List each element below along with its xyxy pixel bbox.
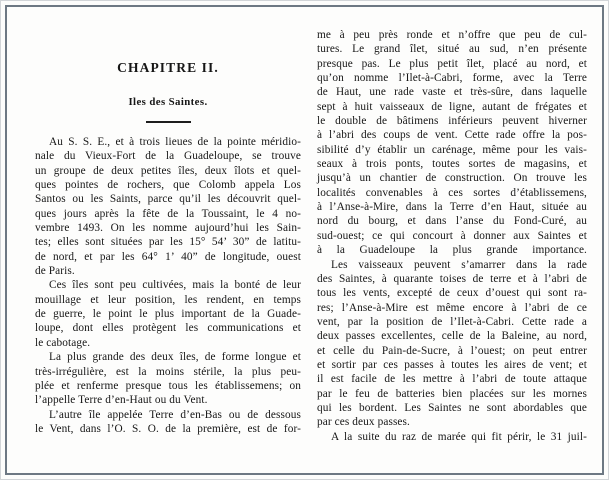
paragraph bbox=[317, 28, 587, 258]
text-line: ques pointes de rochers, que Colomb appela Los bbox=[35, 179, 301, 192]
text-line: très-irrégulière, est la moins stérile, la plus peu- bbox=[35, 365, 301, 378]
section-divider-rule bbox=[146, 121, 191, 123]
text-line: Au S. S. E., et à trois lieues de la pointe méridio- bbox=[49, 136, 301, 148]
paragraph bbox=[35, 408, 301, 437]
right-column bbox=[317, 1, 587, 444]
text-line: qu’on nomme l’Ilet-à-Cabri, forme, avec la Terre bbox=[317, 72, 587, 85]
text-line: vembre 1493. On les nomme aujourd’hui les Sain- bbox=[35, 222, 301, 235]
text-line: de guerre, le point le plus important de la Guade- bbox=[35, 308, 301, 321]
chapter-heading: CHAPITRE II. bbox=[117, 60, 219, 75]
text-line: vent, par la position de l’Ilet-à-Cabri. Cette rade a bbox=[317, 315, 587, 328]
text-line: Santos ou les Saints, parce qu’il les découvrit quel- bbox=[35, 193, 301, 206]
text-line: me à peu près ronde et n’offre que peu de cul- bbox=[317, 29, 587, 41]
text-line: La plus grande des deux îles, de forme longue et bbox=[49, 351, 301, 364]
text-line: des Saintes, à quarante toises de terre et à l’abri de bbox=[317, 272, 587, 285]
text-line: deux passes excellentes, celle de la Baleine, au nord, bbox=[317, 330, 587, 343]
text-line: loupe, dont elles protègent les communications et bbox=[35, 322, 301, 335]
text-line: par ces deux passes. bbox=[317, 416, 410, 429]
text-line: à l’abri des coups de vent. Cette rade offre la pos- bbox=[317, 129, 587, 142]
paragraph bbox=[317, 258, 587, 430]
text-line: A la suite du raz de marée qui fit périr, le 31 juil- bbox=[331, 430, 587, 443]
text-line: par le feu de batteries bien placées sur les mornes bbox=[317, 387, 587, 400]
text-line: Les vaisseaux peuvent s’amarrer dans la rade bbox=[331, 258, 587, 271]
text-line: de Haut, une rade vaste et très-sûre, dans laquelle bbox=[317, 86, 587, 99]
text-line: sud-ouest; ce qui concourt à donner aux Saintes et bbox=[317, 229, 587, 242]
paragraph bbox=[35, 350, 301, 407]
paragraph bbox=[317, 430, 587, 444]
text-line: le cabotage. bbox=[35, 336, 91, 349]
text-line: Ces îles sont peu cultivées, mais la bonté de leur bbox=[49, 279, 301, 292]
text-line: sept à huit vaisseaux de ligne, autant de frégates et bbox=[317, 100, 587, 113]
text-line: tures. Le grand îlet, situé au sud, n’en présente bbox=[317, 43, 587, 56]
text-line: et sortir par ces passes à toutes les aires de vent; et bbox=[317, 358, 587, 371]
text-line: il est facile de les mettre à l’abri de toute attaque bbox=[317, 373, 587, 386]
text-line: l’appelle Terre d’en-Haut ou du Vent. bbox=[35, 394, 208, 407]
text-line: de Paris. bbox=[35, 265, 75, 278]
paragraph bbox=[35, 135, 301, 278]
text-line: de nord, et par les 64° 1’ 40” de longitude, ouest bbox=[35, 250, 301, 263]
section-title: Iles des Saintes. bbox=[128, 96, 208, 108]
text-line: à la Guadeloupe la plus grande importance. bbox=[317, 244, 587, 257]
text-line: qui les bordent. Les Saintes ne sont abordables que bbox=[317, 401, 587, 414]
text-line: tes; elles sont situées par les 15° 54’ 30” de latitu- bbox=[35, 236, 301, 249]
text-line: nord du bourg, et dans l’anse du Fond-Curé, au bbox=[317, 215, 587, 228]
text-line: et celle du Pain-de-Sucre, à l’ouest; on peut entrer bbox=[317, 344, 587, 357]
text-line: mouillage et leur position, les rendent, en temps bbox=[35, 293, 301, 306]
text-line: le double de bâtimens inférieurs peuvent hiverner bbox=[317, 115, 587, 128]
paragraph bbox=[35, 278, 301, 350]
text-line: ques jours après la fête de la Toussaint, le 4 no- bbox=[35, 207, 301, 220]
text-line: nale du Vieux-Fort de la Guadeloupe, se trouve bbox=[35, 150, 301, 163]
text-line: plée et renferme presque tous les établissemens; on bbox=[35, 379, 301, 392]
text-line: presque pas. Le plus petit îlet, placé au nord, et bbox=[317, 57, 587, 70]
text-line: L’autre île appelée Terre d’en-Bas ou de dessous bbox=[49, 408, 301, 421]
text-line: tous les vents, excepté de ceux d’ouest qui sont ra- bbox=[317, 287, 587, 300]
text-line: à l’Anse-à-Mire, dans la Terre d’en Haut, située au bbox=[317, 201, 587, 214]
text-line: jusqu’à un chantier de construction. On trouve les bbox=[317, 172, 587, 185]
text-line: le Vent, dans l’O. S. O. de la première, est de for- bbox=[35, 422, 301, 435]
text-line: seaux à trois ponts, toutes sortes de magasins, et bbox=[317, 158, 587, 171]
text-line: un groupe de deux petites îles, deux îlots et quel- bbox=[35, 164, 301, 177]
text-line: sibilité d’y établir un carénage, même pour les vais- bbox=[317, 143, 587, 156]
text-line: localités convenables à ces sortes d’établissemens, bbox=[317, 186, 587, 199]
text-line: res; l’Anse-à-Mire est même encore à l’abri de ce bbox=[317, 301, 587, 314]
left-column bbox=[35, 1, 301, 436]
